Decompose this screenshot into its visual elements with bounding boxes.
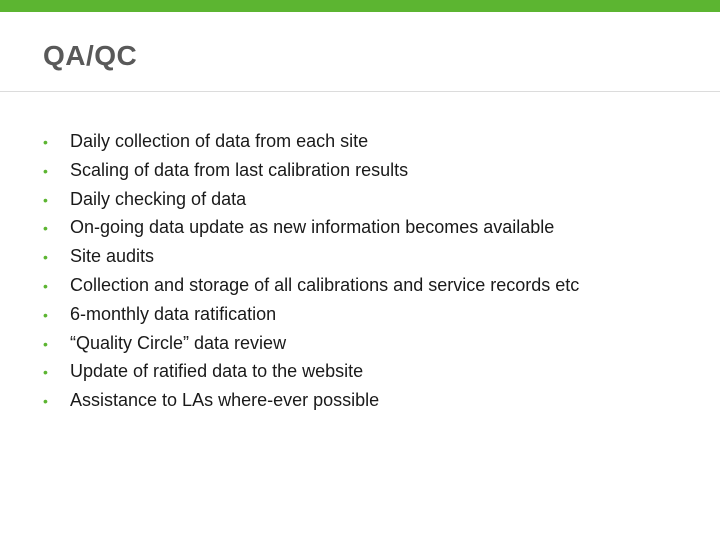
bullet-list	[43, 131, 579, 419]
list-item	[43, 361, 579, 390]
list-item	[43, 131, 579, 160]
bullet-text: On-going data update as new information becomes available	[70, 217, 555, 238]
bullet-text: Site audits	[70, 246, 155, 267]
bullet-text: Update of ratified data to the website	[70, 361, 364, 382]
bullet-icon: •	[43, 134, 48, 150]
bullet-text: Daily collection of data from each site	[70, 131, 369, 151]
list-item	[43, 390, 579, 419]
bullet-icon: •	[43, 364, 48, 381]
list-item	[43, 246, 579, 275]
bullet-icon: •	[43, 306, 48, 323]
slide-title: QA/QC	[43, 40, 138, 71]
title-divider	[0, 91, 720, 92]
top-accent-bar	[0, 0, 720, 12]
bullet-icon: •	[43, 220, 48, 237]
list-item	[43, 333, 579, 362]
bullet-icon: •	[43, 335, 48, 352]
bullet-icon: •	[43, 162, 48, 179]
bullet-icon: •	[43, 191, 48, 208]
bullet-text: Daily checking of data	[70, 188, 247, 209]
list-item	[43, 189, 579, 218]
list-item	[43, 160, 579, 189]
bullet-icon: •	[43, 393, 48, 410]
bullet-icon: •	[43, 277, 48, 294]
bullet-icon: •	[43, 249, 48, 266]
list-item	[43, 217, 579, 246]
bullet-text: Scaling of data from last calibration results	[70, 159, 409, 180]
list-item	[43, 304, 579, 333]
bullet-text: Assistance to LAs where-ever possible	[70, 390, 380, 411]
bullet-text: “Quality Circle” data review	[70, 332, 287, 353]
bullet-text: 6-monthly data ratification	[70, 303, 277, 324]
list-item	[43, 275, 579, 304]
bullet-text: Collection and storage of all calibrations and service records etc	[70, 274, 580, 295]
